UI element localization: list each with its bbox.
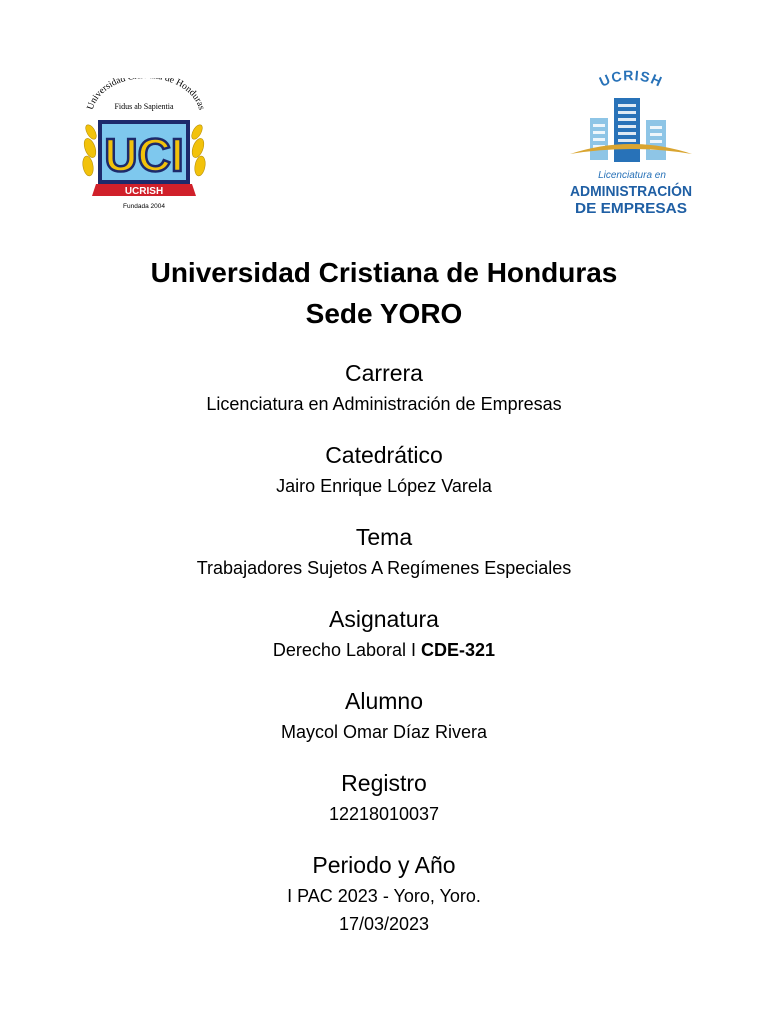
- alumno-value: Maycol Omar Díaz Rivera: [280, 722, 488, 742]
- carrera-heading: Carrera: [345, 360, 423, 386]
- buildings-icon: [570, 98, 692, 162]
- career-logo-line1: Licenciatura en: [598, 170, 666, 181]
- seal-motto: Fidus ab Sapientia: [114, 102, 174, 111]
- section-periodo: [0, 850, 768, 936]
- university-title: Universidad Cristiana de Honduras: [150, 257, 618, 288]
- seal-founded: Fundada 2004: [123, 203, 165, 210]
- periodo-date: 17/03/2023: [338, 914, 430, 934]
- svg-text:UCRISH: [597, 70, 666, 90]
- asignatura-code: CDE-321: [421, 640, 496, 660]
- section-tema: [0, 522, 768, 580]
- career-logo-line2: ADMINISTRACIÓN: [570, 183, 696, 200]
- registro-heading: Registro: [341, 770, 427, 796]
- asignatura-name: Derecho Laboral I: [272, 640, 417, 660]
- registro-value: 12218010037: [328, 804, 440, 824]
- section-catedratico: [0, 440, 768, 498]
- career-logo-arc-text: UCRISH: [596, 70, 666, 90]
- section-registro: [0, 768, 768, 826]
- seal-arc-text: Universidad de Honduras: [85, 78, 207, 112]
- career-logo-line3: DE EMPRESAS: [575, 200, 687, 217]
- asignatura-heading: Asignatura: [329, 606, 439, 632]
- university-seal-logo: [78, 78, 210, 218]
- carrera-value: Licenciatura en Administración de Empresas: [206, 394, 562, 414]
- asignatura-value: [0, 638, 768, 662]
- tema-value: Trabajadores Sujetos A Regímenes Especiales: [196, 558, 572, 578]
- catedratico-value: Jairo Enrique López Varela: [276, 476, 492, 496]
- seal-emblem: UCI: [104, 129, 184, 181]
- periodo-value: I PAC 2023 - Yoro, Yoro.: [287, 886, 481, 906]
- catedratico-heading: Catedrático: [325, 442, 443, 468]
- section-carrera: [0, 358, 768, 416]
- seal-banner: UCRISH: [124, 186, 164, 197]
- tema-heading: Tema: [355, 524, 413, 550]
- periodo-heading: Periodo y Año: [312, 852, 456, 878]
- section-alumno: [0, 686, 768, 744]
- career-logo: [566, 70, 696, 222]
- section-asignatura: [0, 604, 768, 662]
- campus-title: Sede YORO: [305, 298, 463, 329]
- alumno-heading: Alumno: [345, 688, 423, 714]
